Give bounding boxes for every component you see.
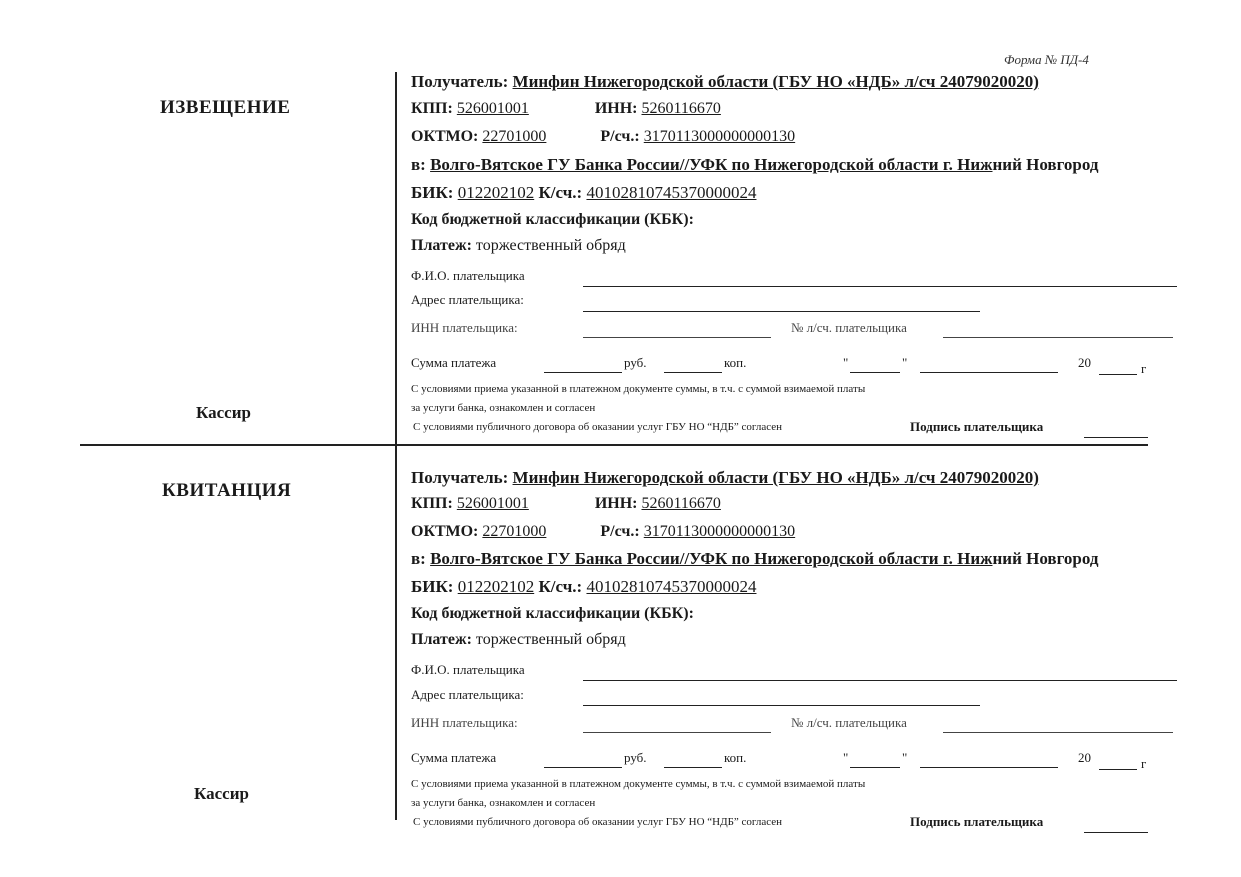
sum-label: Сумма платежа	[411, 750, 497, 765]
recipient-label: Получатель:	[411, 72, 509, 91]
payer-inn-field[interactable]	[583, 732, 771, 733]
payer-account-field[interactable]	[943, 732, 1173, 733]
purpose-row	[411, 631, 626, 649]
kpp-value: 526001001	[456, 100, 529, 117]
oktmo-label: ОКТМО:	[411, 523, 479, 540]
oktmo-account-row	[411, 128, 795, 146]
terms-line-2: за услуги банка, ознакомлен и согласен	[411, 402, 596, 414]
rub-label: руб.	[624, 750, 647, 765]
recipient-label: Получатель:	[411, 468, 509, 487]
inn-label: ИНН:	[594, 100, 638, 117]
recipient-value: Минфин Нижегородской области (ГБУ НО «НДБ» л/сч 24079020020)	[512, 72, 1039, 91]
sum-label: Сумма платежа	[411, 355, 497, 370]
terms-line-1: С условиями приема указанной в платежном документе суммы, в т.ч. с суммой взимаемой платы	[411, 383, 866, 395]
account-value: 3170113000000000130	[643, 128, 796, 145]
inn-label: ИНН:	[594, 495, 638, 512]
form-number: Форма № ПД-4	[1004, 52, 1089, 67]
bank-row	[411, 549, 1098, 569]
oktmo-value: 22701000	[482, 523, 547, 540]
notice-cashier-label: Кассир	[196, 403, 251, 422]
payer-name-field[interactable]	[583, 680, 1177, 681]
bik-value: 012202102	[457, 183, 535, 202]
bank-label: в:	[411, 155, 426, 174]
payer-inn-field[interactable]	[583, 337, 771, 338]
kpp-label: КПП:	[411, 100, 453, 117]
vertical-divider	[395, 72, 397, 820]
kbk-label: Код бюджетной классификации (КБК):	[411, 211, 694, 228]
kpp-label: КПП:	[411, 495, 453, 512]
year-prefix: 20	[1078, 750, 1091, 765]
notice-title: ИЗВЕЩЕНИЕ	[160, 97, 291, 118]
receipt-cashier-label: Кассир	[194, 784, 249, 803]
bank-value-tail: ний Новгород	[992, 155, 1099, 174]
purpose-label: Платеж:	[411, 631, 472, 648]
bik-row	[411, 577, 756, 597]
terms-line-1: С условиями приема указанной в платежном документе суммы, в т.ч. с суммой взимаемой платы	[411, 778, 866, 790]
bank-value: Волго-Вятское ГУ Банка России//УФК по Нижегородской области г. Ниж	[430, 549, 993, 568]
date-day-field[interactable]	[850, 372, 900, 373]
payer-name-field[interactable]	[583, 286, 1177, 287]
recipient-value: Минфин Нижегородской области (ГБУ НО «НДБ» л/сч 24079020020)	[512, 468, 1039, 487]
payer-inn-label: ИНН плательщика:	[411, 715, 518, 730]
year-prefix: 20	[1078, 355, 1091, 370]
corr-label: К/сч.:	[538, 183, 583, 202]
date-quote-close: "	[902, 355, 908, 370]
date-quote-close: "	[902, 750, 908, 765]
oktmo-value: 22701000	[482, 128, 547, 145]
purpose-row	[411, 237, 626, 255]
payer-account-label: № л/сч. плательщика	[791, 320, 907, 335]
date-quote-open: "	[843, 750, 849, 765]
rub-label: руб.	[624, 355, 647, 370]
payer-account-label: № л/сч. плательщика	[791, 715, 907, 730]
kpp-value: 526001001	[456, 495, 529, 512]
payer-address-field[interactable]	[583, 311, 980, 312]
bank-value: Волго-Вятское ГУ Банка России//УФК по Нижегородской области г. Ниж	[430, 155, 993, 174]
receipt-title: КВИТАНЦИЯ	[162, 480, 292, 501]
bik-label: БИК:	[411, 183, 454, 202]
date-quote-open: "	[843, 355, 849, 370]
kbk-row	[411, 211, 694, 229]
kbk-label: Код бюджетной классификации (КБК):	[411, 605, 694, 622]
signature-label: Подпись плательщика	[910, 814, 1044, 829]
payer-address-label: Адрес плательщика:	[411, 687, 524, 702]
kpp-inn-row	[411, 100, 721, 118]
purpose-value: торжественный обряд	[475, 631, 626, 648]
date-month-field[interactable]	[920, 372, 1058, 373]
sum-rub-field[interactable]	[544, 372, 622, 373]
corr-value: 40102810745370000024	[586, 577, 757, 596]
kop-label: коп.	[724, 355, 747, 370]
purpose-label: Платеж:	[411, 237, 472, 254]
oktmo-account-row	[411, 523, 795, 541]
inn-value: 5260116670	[641, 495, 721, 512]
payer-account-field[interactable]	[943, 337, 1173, 338]
sum-kop-field[interactable]	[664, 372, 722, 373]
payer-address-field[interactable]	[583, 705, 980, 706]
date-year-field[interactable]	[1099, 374, 1137, 375]
inn-value: 5260116670	[641, 100, 721, 117]
recipient-row	[411, 72, 1039, 92]
kop-label: коп.	[724, 750, 747, 765]
bik-value: 012202102	[457, 577, 535, 596]
bank-value-tail: ний Новгород	[992, 549, 1099, 568]
date-year-field[interactable]	[1099, 769, 1137, 770]
kpp-inn-row	[411, 495, 721, 513]
corr-value: 40102810745370000024	[586, 183, 757, 202]
date-month-field[interactable]	[920, 767, 1058, 768]
oktmo-label: ОКТМО:	[411, 128, 479, 145]
bik-row	[411, 183, 756, 203]
date-day-field[interactable]	[850, 767, 900, 768]
payer-name-label: Ф.И.О. плательщика	[411, 662, 525, 677]
payer-name-label: Ф.И.О. плательщика	[411, 268, 525, 283]
year-suffix: г	[1141, 756, 1147, 771]
account-label: Р/сч.:	[600, 523, 640, 540]
purpose-value: торжественный обряд	[475, 237, 626, 254]
account-label: Р/сч.:	[600, 128, 640, 145]
terms-line-3: С условиями публичного договора об оказании услуг ГБУ НО “НДБ” согласен	[413, 421, 783, 433]
signature-label: Подпись плательщика	[910, 419, 1044, 434]
bik-label: БИК:	[411, 577, 454, 596]
year-suffix: г	[1141, 361, 1147, 376]
signature-field[interactable]	[1084, 437, 1148, 438]
corr-label: К/сч.:	[538, 577, 583, 596]
kbk-row	[411, 605, 694, 623]
section-divider	[80, 444, 1148, 446]
sum-kop-field[interactable]	[664, 767, 722, 768]
bank-label: в:	[411, 549, 426, 568]
recipient-row	[411, 468, 1039, 488]
sum-rub-field[interactable]	[544, 767, 622, 768]
terms-line-3: С условиями публичного договора об оказании услуг ГБУ НО “НДБ” согласен	[413, 816, 783, 828]
terms-line-2: за услуги банка, ознакомлен и согласен	[411, 797, 596, 809]
payer-inn-label: ИНН плательщика:	[411, 320, 518, 335]
account-value: 3170113000000000130	[643, 523, 796, 540]
payer-address-label: Адрес плательщика:	[411, 292, 524, 307]
signature-field[interactable]	[1084, 832, 1148, 833]
bank-row	[411, 155, 1098, 175]
